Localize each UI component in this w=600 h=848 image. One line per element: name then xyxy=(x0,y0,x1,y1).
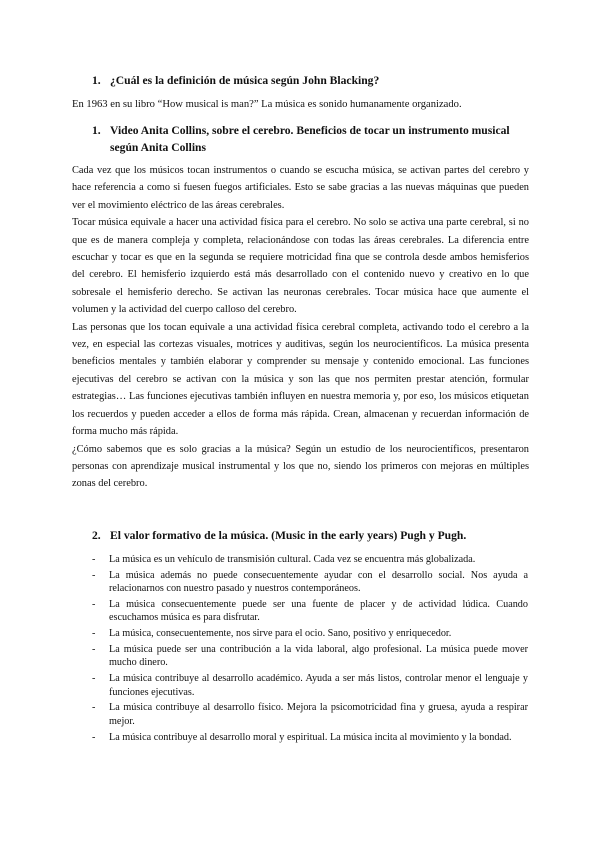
heading-formative-value xyxy=(92,527,540,544)
blacking-answer: En 1963 en su libro “How musical is man?” La música es sonido humanamente organizado. xyxy=(72,99,462,110)
list-item xyxy=(92,569,528,596)
heading-title: ¿Cuál es la definición de música según John Blacking? xyxy=(110,74,380,87)
list-item-text: La música, consecuentemente, nos sirve para el ocio. Sano, positivo y enriquecedor. xyxy=(109,628,452,640)
list-item-text: La música consecuentemente puede ser una fuente de placer y de actividad lúdica. Cuando escuchamos música es para disfrutar. xyxy=(109,599,528,624)
paragraph: Tocar música equivale a hacer una actividad física para el cerebro. No solo se activa una parte cerebral, si no que es de manera compleja y completa, relacionándose con todas las áreas cerebrales. La diferencia entre escuchar y tocar es que en la segunda se requiere motricidad fina que se controla desde ambos hemisferios del cerebro. El hemisferio izquierdo está más desarrollado con el contenido nuevo y creativo en lo que sobresale el hemisferio derecho. Se activan las neuronas cerebrales. Tocar música hace que aumente el volumen y la actividad del cuerpo calloso del cerebro. xyxy=(72,217,529,316)
collins-body xyxy=(72,162,529,493)
list-item xyxy=(92,643,528,670)
list-dash: - xyxy=(92,554,96,565)
list-dash: - xyxy=(92,731,96,743)
list-dash: - xyxy=(92,599,96,610)
heading-number: 1. xyxy=(92,74,101,87)
list-item xyxy=(92,627,528,640)
list-item-text: La música contribuye al desarrollo académico. Ayuda a ser más listos, controlar menor el lenguaje y funciones ejecutivas. xyxy=(109,673,528,698)
heading-title: Video Anita Collins, sobre el cerebro. Beneficios de tocar un instrumento musical según Anita Collins xyxy=(110,124,510,154)
list-item xyxy=(92,553,528,566)
paragraph: Las personas que los tocan equivale a una actividad física cerebral completa, activando todo el cerebro a la vez, en especial las cortezas visuales, motrices y auditivas, según los neurocientíficos. La música presenta beneficios mentales y también elaborar y comprender su mensaje y contenido emocional. Las funciones ejecutivas del cerebro se activan con la música y son las que nos permiten prestar atención, formular estrategias… Las funciones ejecutivas también influyen en nuestra memoria y, por eso, los músicos etiquetan los recuerdos y pueden acceder a ellos de forma más rápida. Crean, almacenan y recuerdan información de forma mucho más rápida. xyxy=(72,321,529,438)
list-item xyxy=(92,731,528,744)
heading-title: El valor formativo de la música. (Music in the early years) Pugh y Pugh. xyxy=(110,529,467,542)
list-item-text: La música puede ser una contribución a la vida laboral, algo profesional. La música puede mover mucho dinero. xyxy=(109,644,528,669)
list-dash: - xyxy=(92,628,96,640)
paragraph: Cada vez que los músicos tocan instrumentos o cuando se escucha música, se activan partes del cerebro y hace referencia a como si fuesen fuegos artificiales. Esto se sabe gracias a las nuevas máquinas que pueden ver el movimiento eléctrico de las áreas cerebrales. xyxy=(72,165,529,211)
heading-anita-collins xyxy=(92,122,540,156)
list-dash: - xyxy=(92,569,96,581)
heading-number: 1. xyxy=(92,124,101,137)
list-dash: - xyxy=(92,702,96,714)
paragraph: ¿Cómo sabemos que es solo gracias a la música? Según un estudio de los neurocientíficos, presentaron personas con aprendizaje musical instrumental y los que no, siendo los primeros con mejoras en múltiples zonas del cerebro. xyxy=(72,443,529,490)
formative-list xyxy=(92,553,528,746)
list-item-text: La música contribuye al desarrollo físico. Mejora la psicomotricidad fina y gruesa, ayuda a respirar mejor. xyxy=(109,702,528,727)
list-item-text: La música contribuye al desarrollo moral y espiritual. La música incita al movimiento y la bondad. xyxy=(109,731,512,743)
heading-number: 2. xyxy=(92,529,101,542)
list-item xyxy=(92,598,528,625)
list-item xyxy=(92,672,528,699)
list-dash: - xyxy=(92,673,96,685)
list-item-text: La música es un vehículo de transmisión cultural. Cada vez se encuentra más globalizada. xyxy=(109,554,476,565)
list-item xyxy=(92,701,528,728)
list-dash: - xyxy=(92,644,96,655)
list-item-text: La música además no puede consecuentemente ayudar con el desarrollo social. Nos ayuda a relacionarnos con nuestro pasado y nuestros contemporáneos. xyxy=(109,569,528,595)
heading-blacking xyxy=(92,72,540,89)
